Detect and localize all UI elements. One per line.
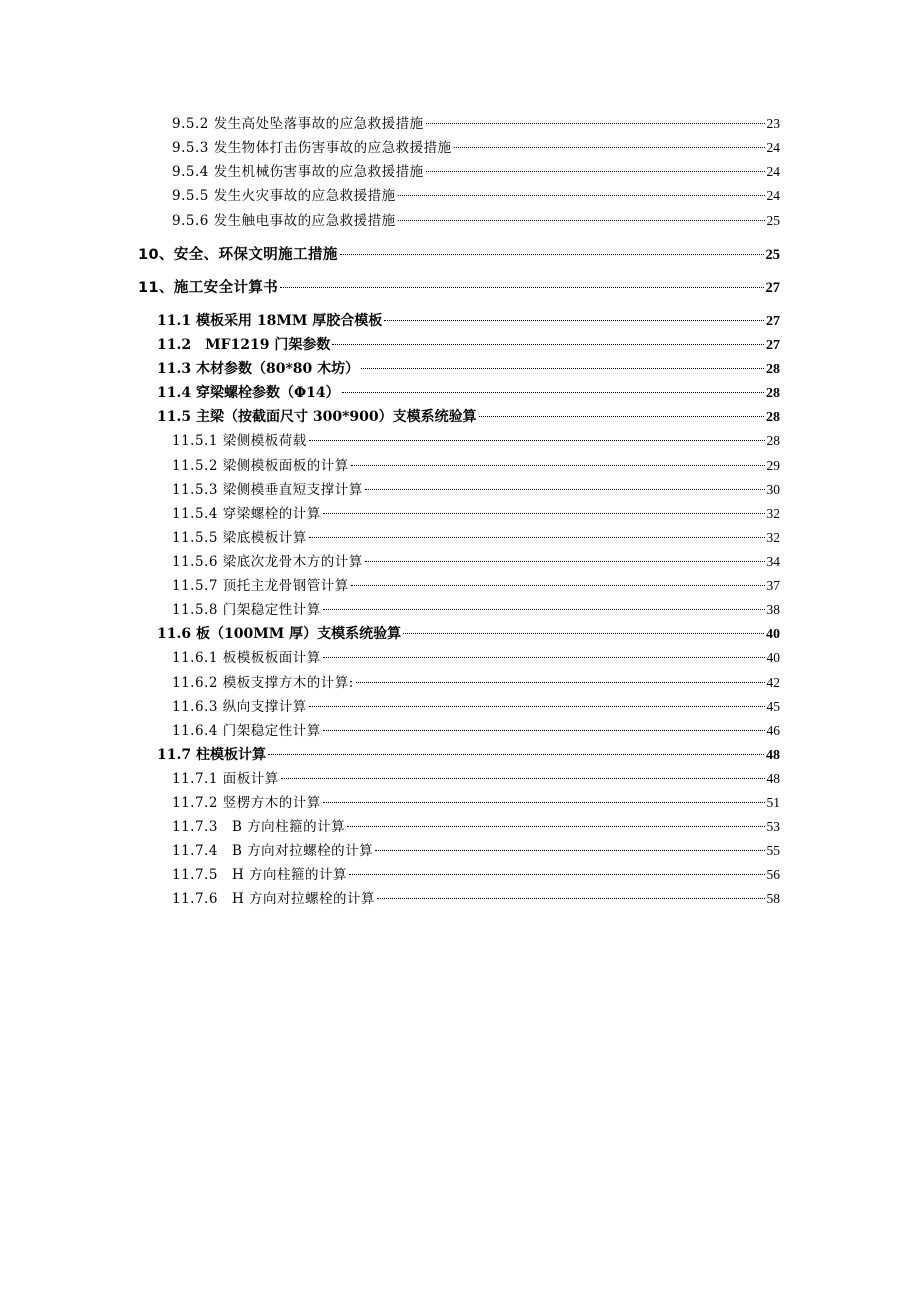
toc-entry-page-number: 51 <box>766 795 780 810</box>
toc-entry-page-number: 46 <box>766 723 780 738</box>
toc-entry-page-number: 32 <box>766 506 780 521</box>
toc-entry-page-number: 29 <box>766 458 780 473</box>
toc-entry-title: 11.5.2 梁侧模板面板的计算 <box>172 458 349 474</box>
dot-leader <box>398 194 765 196</box>
toc-entry-title: 9.5.2 发生高处坠落事故的应急救援措施 <box>172 116 424 132</box>
dot-leader <box>426 170 765 172</box>
toc-entry-page-number: 55 <box>766 843 780 858</box>
toc-entry-title: 11.2 MF1219 门架参数 <box>157 337 331 353</box>
toc-entry-page-number: 40 <box>766 650 780 665</box>
dot-leader <box>323 656 765 658</box>
toc-entry-title: 11.6.2 模板支撑方木的计算: <box>172 675 354 691</box>
toc-entry-title: 9.5.4 发生机械伤害事故的应急救援措施 <box>172 164 424 180</box>
toc-entry-title: 11.7.4 B 方向对拉螺栓的计算 <box>172 843 374 859</box>
toc-entry-title: 11.3 木材参数（80*80 木坊） <box>157 361 360 377</box>
toc-entry-title: 11.6 板（100MM 厚）支模系统验算 <box>157 626 402 642</box>
toc-entry[interactable] <box>172 430 780 452</box>
dot-leader <box>426 122 765 124</box>
toc-entry[interactable] <box>172 551 780 573</box>
toc-entry-title: 11.5.8 门架稳定性计算 <box>172 602 321 618</box>
toc-entry-page-number: 27 <box>766 338 780 353</box>
toc-entry-page-number: 27 <box>765 280 780 296</box>
toc-entry-title: 11.5.4 穿梁螺栓的计算 <box>172 506 321 522</box>
toc-entry[interactable] <box>172 210 780 232</box>
toc-entry-title: 11.7 柱模板计算 <box>157 747 266 763</box>
toc-entry[interactable] <box>172 816 780 838</box>
dot-leader <box>454 146 765 148</box>
toc-entry-title: 11.6.4 门架稳定性计算 <box>172 723 321 739</box>
dot-leader <box>281 777 765 779</box>
toc-entry[interactable] <box>172 479 780 501</box>
toc-entry[interactable] <box>172 647 780 669</box>
toc-entry[interactable] <box>172 185 780 207</box>
toc-entry-page-number: 28 <box>766 410 780 425</box>
dot-leader <box>323 801 765 803</box>
toc-entry-page-number: 32 <box>766 530 780 545</box>
dot-leader <box>356 681 765 683</box>
dot-leader <box>377 897 764 899</box>
toc-entry-page-number: 42 <box>766 675 780 690</box>
toc-entry-title: 9.5.6 发生触电事故的应急救援措施 <box>172 213 396 229</box>
toc-entry-page-number: 24 <box>766 164 780 179</box>
toc-entry-page-number: 28 <box>766 362 780 377</box>
toc-entry[interactable] <box>172 161 780 183</box>
toc-entry-page-number: 23 <box>766 116 780 131</box>
toc-entry-page-number: 38 <box>766 602 780 617</box>
toc-entry[interactable] <box>138 277 780 299</box>
toc-entry-title: 11.5.1 梁侧模板荷载 <box>172 433 307 449</box>
dot-leader <box>403 632 764 634</box>
toc-entry-title: 11.7.5 H 方向柱箍的计算 <box>172 867 348 883</box>
toc-entry[interactable] <box>172 888 780 910</box>
dot-leader <box>323 608 765 610</box>
dot-leader <box>309 439 765 441</box>
toc-entry[interactable] <box>157 358 780 380</box>
toc-entry[interactable] <box>138 244 780 266</box>
toc-entry[interactable] <box>172 503 780 525</box>
toc-entry-title: 11.7.1 面板计算 <box>172 771 279 787</box>
toc-entry-title: 11.6.1 板模板板面计算 <box>172 650 321 666</box>
dot-leader <box>323 729 765 731</box>
toc-entry-title: 9.5.5 发生火灾事故的应急救援措施 <box>172 188 396 204</box>
dot-leader <box>280 286 763 288</box>
dot-leader <box>384 319 764 321</box>
dot-leader <box>309 705 765 707</box>
toc-entry-page-number: 30 <box>766 482 780 497</box>
toc-entry[interactable] <box>172 840 780 862</box>
toc-entry[interactable] <box>172 864 780 886</box>
dot-leader <box>351 584 765 586</box>
toc-entry-page-number: 45 <box>766 699 780 714</box>
toc-entry[interactable] <box>157 623 780 645</box>
toc-entry[interactable] <box>172 768 780 790</box>
dot-leader <box>347 825 764 827</box>
dot-leader <box>342 391 764 393</box>
dot-leader <box>365 560 765 562</box>
toc-entry-page-number: 37 <box>766 578 780 593</box>
toc-entry[interactable] <box>157 406 780 428</box>
dot-leader <box>398 219 765 221</box>
toc-entry-page-number: 24 <box>766 140 780 155</box>
dot-leader <box>323 512 765 514</box>
toc-entry-title: 11.5 主梁（按截面尺寸 300*900）支模系统验算 <box>157 409 477 425</box>
dot-leader <box>375 849 764 851</box>
toc-entry-page-number: 53 <box>766 819 780 834</box>
toc-entry[interactable] <box>157 744 780 766</box>
toc-entry-page-number: 24 <box>766 188 780 203</box>
toc-entry[interactable] <box>172 599 780 621</box>
dot-leader <box>349 873 764 875</box>
toc-entry[interactable] <box>172 575 780 597</box>
toc-entry-title: 11.5.7 顶托主龙骨钢管计算 <box>172 578 349 594</box>
toc-entry-page-number: 56 <box>766 867 780 882</box>
toc-entry[interactable] <box>157 334 780 356</box>
toc-entry[interactable] <box>172 455 780 477</box>
toc-entry-page-number: 58 <box>766 891 780 906</box>
toc-entry[interactable] <box>172 792 780 814</box>
toc-entry-title: 11.1 模板采用 18MM 厚胶合模板 <box>157 313 383 329</box>
dot-leader <box>351 464 765 466</box>
toc-entry-title: 11.5.5 梁底模板计算 <box>172 530 307 546</box>
toc-entry[interactable] <box>172 672 780 694</box>
toc-entry-page-number: 25 <box>765 247 780 263</box>
toc-entry-page-number: 27 <box>766 314 780 329</box>
dot-leader <box>340 253 764 255</box>
dot-leader <box>361 367 764 369</box>
toc-entry[interactable] <box>172 113 780 135</box>
toc-entry[interactable] <box>172 527 780 549</box>
dot-leader <box>309 536 765 538</box>
dot-leader <box>365 488 765 490</box>
toc-entry-page-number: 40 <box>766 627 780 642</box>
toc-entry-title: 9.5.3 发生物体打击伤害事故的应急救援措施 <box>172 140 452 156</box>
toc-entry-page-number: 28 <box>766 386 780 401</box>
toc-entry-title: 11.7.2 竖楞方木的计算 <box>172 795 321 811</box>
toc-entry-title: 11.4 穿梁螺栓参数（Φ14） <box>157 385 340 401</box>
toc-entry-page-number: 28 <box>766 433 780 448</box>
toc-entry-page-number: 25 <box>766 213 780 228</box>
toc-entry-title: 11.7.6 H 方向对拉螺栓的计算 <box>172 891 376 907</box>
toc-entry-title: 11.5.3 梁侧模垂直短支撑计算 <box>172 482 363 498</box>
toc-entry[interactable] <box>157 310 780 332</box>
toc-entry-page-number: 48 <box>766 771 780 786</box>
toc-entry-page-number: 48 <box>766 748 780 763</box>
dot-leader <box>332 343 764 345</box>
toc-entry[interactable] <box>172 720 780 742</box>
toc-entry-title: 11.6.3 纵向支撑计算 <box>172 699 307 715</box>
toc-entry[interactable] <box>157 382 780 404</box>
toc-entry[interactable] <box>172 696 780 718</box>
toc-entry-title: 10、安全、环保文明施工措施 <box>138 247 338 263</box>
toc-entry[interactable] <box>172 137 780 159</box>
toc-entry-title: 11、施工安全计算书 <box>138 280 279 296</box>
toc-entry-title: 11.7.3 B 方向柱箍的计算 <box>172 819 346 835</box>
dot-leader <box>268 753 764 755</box>
dot-leader <box>479 415 764 417</box>
toc-entry-title: 11.5.6 梁底次龙骨木方的计算 <box>172 554 363 570</box>
toc-entry-page-number: 34 <box>766 554 780 569</box>
